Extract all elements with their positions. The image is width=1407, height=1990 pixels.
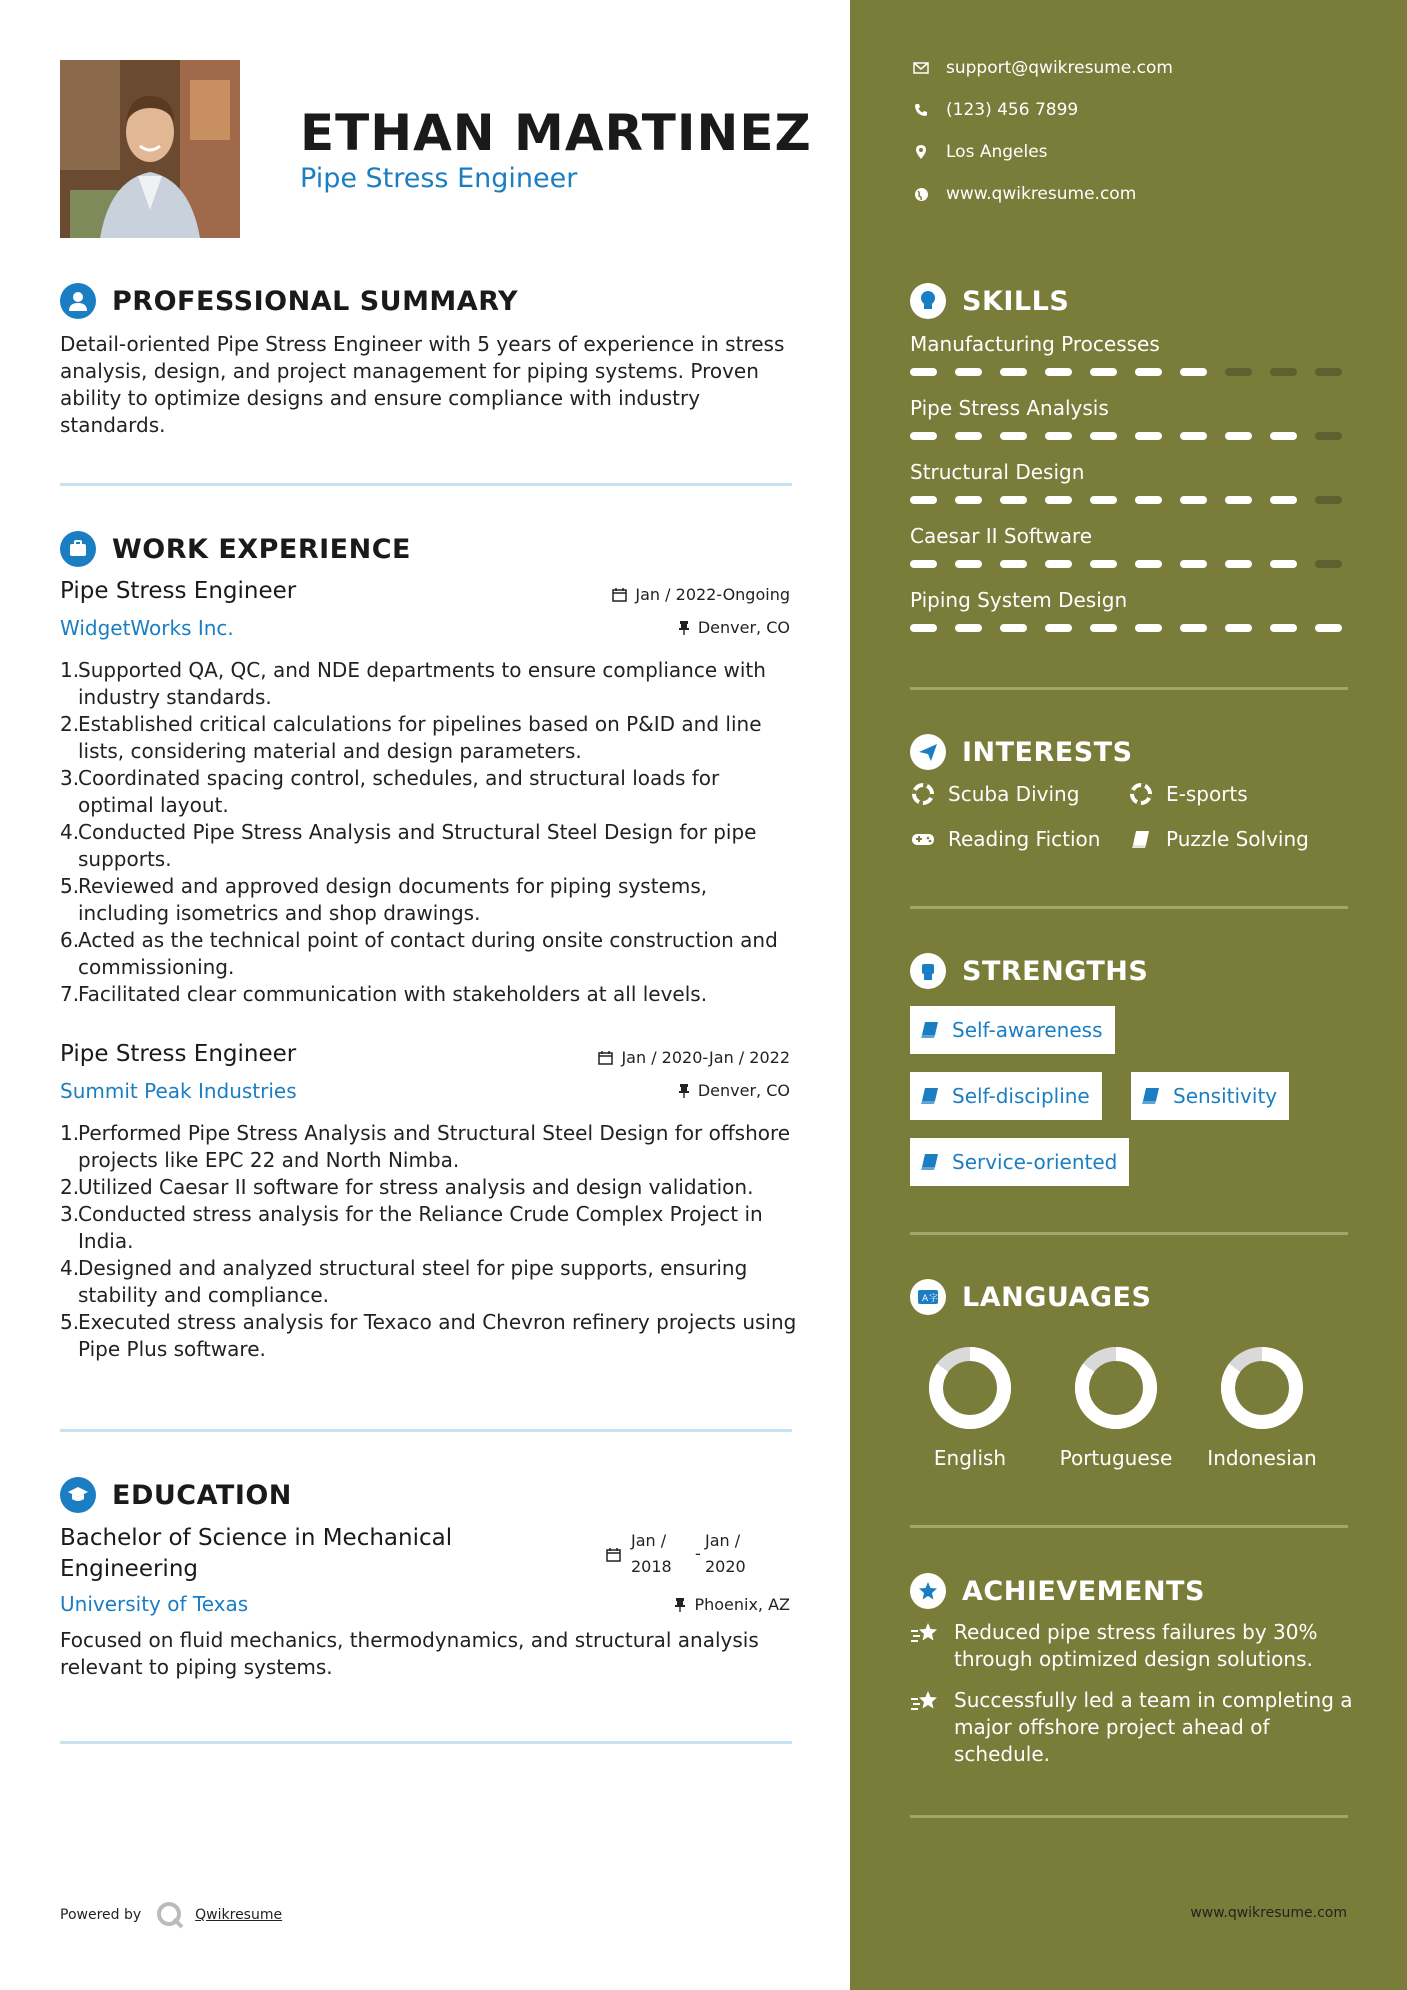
skill-segment <box>1315 432 1342 440</box>
skill-segment <box>1315 560 1342 568</box>
language-ring <box>1187 1343 1337 1437</box>
job-location <box>678 1081 790 1100</box>
skill-segment <box>1225 560 1252 568</box>
phone-icon <box>914 103 928 117</box>
achievement-text: Successfully led a team in completing a major offshore project ahead of schedule. <box>954 1688 1353 1766</box>
skill-segment <box>1090 624 1117 632</box>
skill-segment <box>1045 624 1072 632</box>
lightbulb-icon <box>910 283 946 319</box>
divider <box>910 1815 1348 1818</box>
qwikresume-logo-icon <box>155 1900 185 1930</box>
skill-segment <box>1180 624 1207 632</box>
skill-segment <box>1090 496 1117 504</box>
end-date-year: 2020 <box>705 1557 746 1576</box>
briefcase-icon <box>60 531 96 567</box>
job-dates <box>598 1048 790 1067</box>
skill-segment <box>955 496 982 504</box>
job-dates-text: Jan / 2022-Ongoing <box>635 585 790 604</box>
date-separator: - <box>695 1544 701 1563</box>
svg-text:A: A <box>922 1294 929 1304</box>
education-text: Focused on fluid mechanics, thermodynamics, and structural analysis relevant to piping systems. <box>60 1628 759 1679</box>
svg-text:字: 字 <box>929 1294 939 1304</box>
interests-header <box>910 734 1133 770</box>
flying-star-icon <box>910 1621 940 1645</box>
skill-segment <box>1225 624 1252 632</box>
languages-heading: LANGUAGES <box>962 1281 1152 1313</box>
phone-text: (123) 456 7899 <box>946 100 1079 120</box>
skill-segment <box>1180 368 1207 376</box>
skill-segment <box>1000 496 1027 504</box>
skill-segment <box>1045 496 1072 504</box>
end-date-month: Jan / <box>705 1531 741 1550</box>
skill-segment <box>910 368 937 376</box>
list-item: 3. Conducted stress analysis for the Reliance Crude Complex Project in India. <box>60 1202 763 1253</box>
contact-location <box>910 142 1048 162</box>
skill-segment <box>1135 432 1162 440</box>
skill-segment <box>1270 496 1297 504</box>
book-icon <box>920 1152 940 1172</box>
language-ring <box>1041 1343 1191 1437</box>
interest-item <box>1128 827 1309 851</box>
skill-level-bar <box>910 432 1342 440</box>
globe-icon <box>914 187 929 202</box>
skill-segment <box>1225 368 1252 376</box>
book-icon <box>1131 829 1151 849</box>
calendar-icon <box>606 1547 621 1562</box>
company-name: WidgetWorks Inc. <box>60 616 234 640</box>
skill-segment <box>1000 368 1027 376</box>
lifebuoy-icon <box>1130 783 1152 805</box>
job-location-text: Denver, CO <box>697 1081 790 1100</box>
interest-label: Reading Fiction <box>948 827 1101 851</box>
language-ring <box>895 1343 1045 1437</box>
email-icon <box>913 62 929 74</box>
skill-segment <box>1225 432 1252 440</box>
list-item: 6. Acted as the technical point of contact during onsite construction and commissioning. <box>60 928 778 979</box>
experience-heading: WORK EXPERIENCE <box>112 533 411 565</box>
skill-name: Structural Design <box>910 460 1085 484</box>
skills-header <box>910 283 1069 319</box>
skill-segment <box>910 624 937 632</box>
calendar-icon <box>612 587 627 602</box>
contact-website[interactable] <box>910 184 1136 204</box>
calendar-icon <box>598 1050 613 1065</box>
job-title: Pipe Stress Engineer <box>60 578 297 604</box>
divider <box>60 1741 792 1744</box>
interests-heading: INTERESTS <box>962 736 1133 768</box>
divider <box>910 906 1348 909</box>
languages-header <box>910 1279 1151 1315</box>
job-dates-text: Jan / 2020-Jan / 2022 <box>621 1048 790 1067</box>
interest-item <box>1128 782 1248 806</box>
education-location-text: Phoenix, AZ <box>694 1595 790 1614</box>
skill-segment <box>1315 624 1342 632</box>
book-icon <box>920 1086 940 1106</box>
skill-segment <box>955 560 982 568</box>
email-text: support@qwikresume.com <box>946 58 1173 78</box>
strengths-header <box>910 953 1148 989</box>
list-item: 5. Executed stress analysis for Texaco and Chevron refinery projects using Pipe Plus software. <box>60 1310 797 1361</box>
degree <box>60 1523 452 1585</box>
achievements-heading: ACHIEVEMENTS <box>962 1575 1205 1607</box>
pin-icon <box>674 1597 686 1612</box>
summary-header <box>60 283 518 319</box>
qwikresume-link[interactable]: Qwikresume <box>195 1907 283 1923</box>
pin-icon <box>678 620 690 635</box>
interest-item <box>910 827 1100 851</box>
sidebar <box>850 0 1407 1990</box>
footer-site[interactable]: www.qwikresume.com <box>1190 1905 1347 1921</box>
fist-icon <box>910 953 946 989</box>
divider <box>910 1232 1348 1235</box>
list-item: 4. Designed and analyzed structural steel for pipe supports, ensuring stability and compliance. <box>60 1256 748 1307</box>
interest-label: E-sports <box>1166 782 1248 806</box>
skill-segment <box>1180 496 1207 504</box>
divider <box>60 483 792 486</box>
skill-segment <box>1090 432 1117 440</box>
translate-icon <box>910 1279 946 1315</box>
user-icon <box>60 283 96 319</box>
skill-segment <box>1090 368 1117 376</box>
strength-tag <box>910 1072 1102 1120</box>
interest-label: Puzzle Solving <box>1166 827 1309 851</box>
summary-text: Detail-oriented Pipe Stress Engineer with 5 years of experience in stress analysis, design, and project management for piping systems. Proven ability to optimize designs and ensure compliance with industry standards. <box>60 332 785 437</box>
job-location <box>678 618 790 637</box>
education-dates <box>606 1528 746 1580</box>
summary-heading: PROFESSIONAL SUMMARY <box>112 285 519 317</box>
strengths-heading: STRENGTHS <box>962 955 1149 987</box>
skill-segment <box>955 624 982 632</box>
strength-label: Self-discipline <box>952 1084 1090 1108</box>
degree-line: Engineering <box>60 1556 198 1582</box>
pin-icon <box>678 1083 690 1098</box>
divider <box>910 1525 1348 1528</box>
strength-label: Sensitivity <box>1173 1084 1278 1108</box>
skill-segment <box>1270 432 1297 440</box>
divider <box>910 687 1348 690</box>
skill-segment <box>1315 368 1342 376</box>
skill-name: Manufacturing Processes <box>910 332 1160 356</box>
profile-photo <box>60 60 240 238</box>
experience-header <box>60 531 411 567</box>
list-item: 1. Supported QA, QC, and NDE departments to ensure compliance with industry standards. <box>60 658 766 709</box>
job-bullets <box>60 657 800 1008</box>
skill-segment <box>910 432 937 440</box>
skill-segment <box>1045 368 1072 376</box>
powered-by-label: Powered by <box>60 1907 142 1923</box>
strength-tag <box>910 1006 1115 1054</box>
skill-segment <box>1180 432 1207 440</box>
job-title: Pipe Stress Engineer <box>60 1041 297 1067</box>
skill-name: Piping System Design <box>910 588 1128 612</box>
footer-powered <box>60 1900 282 1930</box>
list-item: 7. Facilitated clear communication with stakeholders at all levels. <box>60 982 708 1006</box>
language-name: Portuguese <box>1059 1446 1173 1470</box>
skill-segment <box>1135 624 1162 632</box>
skill-name: Pipe Stress Analysis <box>910 396 1109 420</box>
list-item: 1. Performed Pipe Stress Analysis and Structural Steel Design for offshore projects like EPC 22 and North Nimba. <box>60 1121 791 1172</box>
location-text: Los Angeles <box>946 142 1048 162</box>
start-date-year: 2018 <box>631 1557 672 1576</box>
skill-level-bar <box>910 496 1342 504</box>
skill-segment <box>1270 560 1297 568</box>
location-pin-icon <box>915 144 927 160</box>
list-item: 4. Conducted Pipe Stress Analysis and Structural Steel Design for pipe supports. <box>60 820 757 871</box>
skill-level-bar <box>910 560 1342 568</box>
interest-item <box>910 782 1079 806</box>
skill-segment <box>1135 496 1162 504</box>
achievements-header <box>910 1573 1205 1609</box>
website-text: www.qwikresume.com <box>946 184 1137 204</box>
interest-label: Scuba Diving <box>948 782 1080 806</box>
divider <box>60 1429 792 1432</box>
flying-star-icon <box>910 1689 940 1713</box>
list-item: 5. Reviewed and approved design documents for piping systems, including isometrics and shop drawings. <box>60 874 708 925</box>
skill-level-bar <box>910 624 1342 632</box>
skill-segment <box>955 368 982 376</box>
skill-segment <box>955 432 982 440</box>
strength-tag <box>910 1138 1129 1186</box>
skill-name: Caesar II Software <box>910 524 1093 548</box>
list-item: 3. Coordinated spacing control, schedules, and structural loads for optimal layout. <box>60 766 720 817</box>
contact-phone[interactable] <box>910 100 1078 120</box>
skill-segment <box>1315 496 1342 504</box>
company-name: Summit Peak Industries <box>60 1079 297 1103</box>
strength-label: Service-oriented <box>952 1150 1118 1174</box>
skill-segment <box>1000 624 1027 632</box>
graduation-cap-icon <box>60 1477 96 1513</box>
school-name: University of Texas <box>60 1592 249 1616</box>
skill-segment <box>1090 560 1117 568</box>
gamepad-icon <box>911 831 935 847</box>
achievement-item <box>910 1619 1360 1673</box>
skill-segment <box>1045 432 1072 440</box>
list-item: 2. Established critical calculations for pipelines based on P&ID and line lists, considering material and design parameters. <box>60 712 762 763</box>
skills-heading: SKILLS <box>962 285 1070 317</box>
achievement-text: Reduced pipe stress failures by 30% through optimized design solutions. <box>954 1620 1318 1671</box>
book-icon <box>920 1020 940 1040</box>
skill-segment <box>1045 560 1072 568</box>
education-header <box>60 1477 292 1513</box>
skill-segment <box>1000 560 1027 568</box>
strength-tag <box>1131 1072 1289 1120</box>
star-badge-icon <box>910 1573 946 1609</box>
lifebuoy-icon <box>912 783 934 805</box>
language-name: English <box>933 1446 1007 1470</box>
skill-segment <box>1270 368 1297 376</box>
skill-segment <box>1225 496 1252 504</box>
candidate-name: ETHAN MARTINEZ <box>300 104 812 162</box>
job-location-text: Denver, CO <box>697 618 790 637</box>
education-location <box>674 1595 790 1614</box>
skill-segment <box>1270 624 1297 632</box>
job-dates <box>612 585 790 604</box>
skill-segment <box>910 560 937 568</box>
book-icon <box>1141 1086 1161 1106</box>
job-bullets <box>60 1120 800 1363</box>
achievement-item <box>910 1687 1360 1768</box>
skill-segment <box>1135 368 1162 376</box>
language-name: Indonesian <box>1207 1446 1317 1470</box>
strength-label: Self-awareness <box>952 1018 1103 1042</box>
start-date-month: Jan / <box>631 1531 667 1550</box>
education-heading: EDUCATION <box>112 1479 292 1511</box>
skill-segment <box>910 496 937 504</box>
candidate-title: Pipe Stress Engineer <box>300 163 578 194</box>
skill-segment <box>1000 432 1027 440</box>
degree-line: Bachelor of Science in Mechanical <box>60 1525 453 1551</box>
list-item: 2. Utilized Caesar II software for stress analysis and design validation. <box>60 1175 754 1199</box>
skill-segment <box>1180 560 1207 568</box>
skill-segment <box>1135 560 1162 568</box>
skill-level-bar <box>910 368 1342 376</box>
contact-email[interactable] <box>910 58 1173 78</box>
paper-plane-icon <box>910 734 946 770</box>
